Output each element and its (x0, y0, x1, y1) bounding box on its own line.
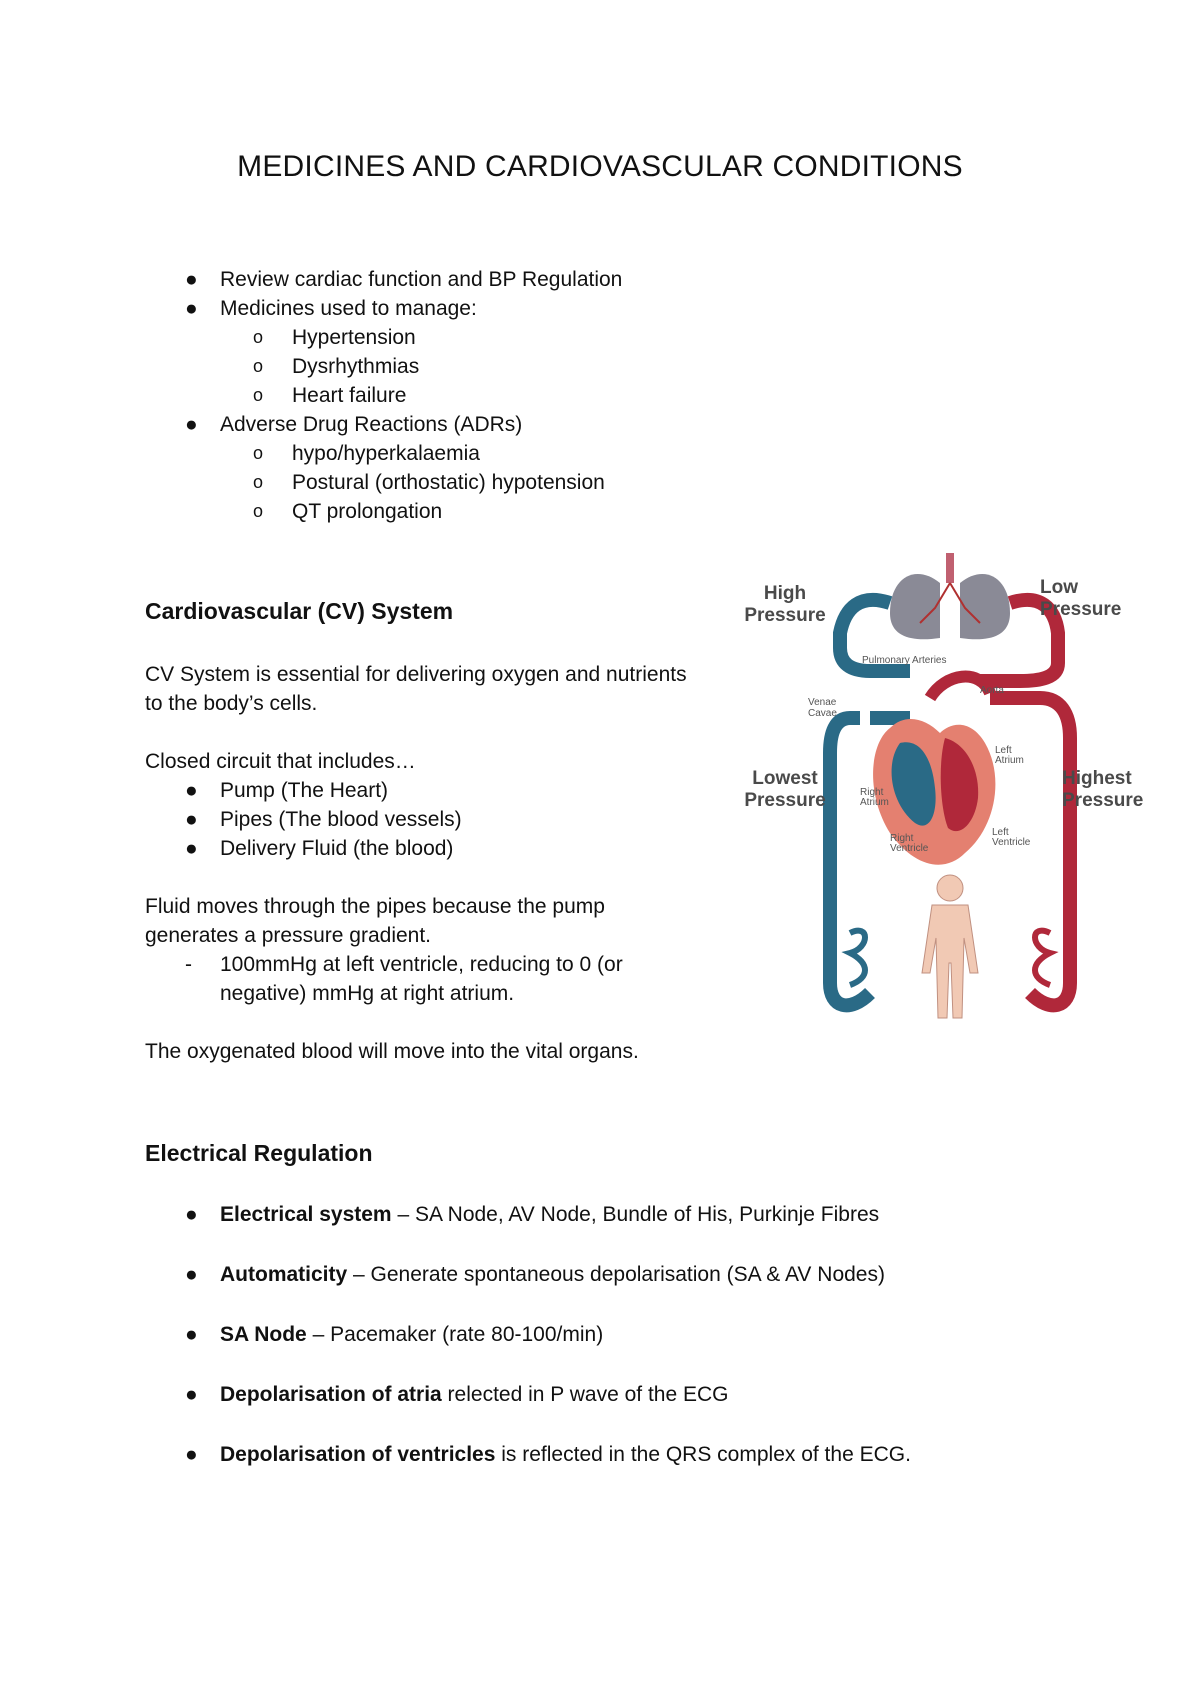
cv-intro-line: CV System is essential for delivering oxygen and nutrients (145, 663, 687, 686)
list-item: ● Delivery Fluid (the blood) (0, 834, 580, 863)
sub-bullet-icon: o (253, 443, 264, 463)
left-atrium-label: Atrium (995, 755, 1024, 766)
bullet-icon: ● (185, 297, 198, 320)
left-atrium-label: Left (995, 745, 1012, 756)
bullet-icon: ● (185, 808, 198, 831)
list-item: ● SA Node – Pacemaker (rate 80-100/min) (145, 1320, 1045, 1380)
list-item: o QT prolongation (145, 497, 845, 526)
list-item: ● Pipes (The blood vessels) (0, 805, 580, 834)
bullet-icon: ● (185, 779, 198, 802)
high-pressure-label: High (763, 583, 807, 604)
electrical-list (145, 1200, 1045, 1500)
list-item: ● Adverse Drug Reactions (ADRs) (145, 410, 845, 439)
lungs-icon (890, 553, 1010, 639)
closed-circuit-text: Closed circuit that includes… (145, 750, 416, 773)
list-item: ● Medicines used to manage: (145, 294, 845, 323)
right-atrium-label: Atrium (860, 797, 889, 808)
right-ventricle-label: Right (890, 833, 914, 844)
list-item: o Dysrhythmias (145, 352, 845, 381)
page-title: MEDICINES AND CARDIOVASCULAR CONDITIONS (237, 150, 963, 183)
human-figure-icon (922, 875, 978, 1018)
dash-item-cont: negative) mmHg at right atrium. (220, 982, 515, 1005)
lowest-pressure-label: Lowest (752, 768, 818, 789)
fluid-text: Fluid moves through the pipes because the pump (145, 895, 605, 918)
bullet-icon: ● (185, 837, 198, 860)
list-item: ● Electrical system – SA Node, AV Node, Bundle of His, Purkinje Fibres (145, 1200, 1045, 1260)
sub-bullet-icon: o (253, 356, 264, 376)
sub-bullet-icon: o (253, 385, 264, 405)
low-pressure-label: Pressure (1040, 599, 1122, 620)
right-ventricle-label: Ventricle (890, 843, 929, 854)
electrical-regulation-heading: Electrical Regulation (145, 1140, 373, 1166)
list-item: o Postural (orthostatic) hypotension (145, 468, 845, 497)
highest-pressure-label: Pressure (1062, 790, 1144, 811)
dash-icon: - (185, 953, 192, 976)
cv-intro-line: to the body’s cells. (145, 692, 318, 715)
right-atrium-label: Right (860, 787, 884, 798)
circulation-diagram (740, 553, 1160, 1028)
list-item: o hypo/hyperkalaemia (145, 439, 845, 468)
aorta-label: Aorta (980, 685, 1004, 696)
bullet-icon: ● (185, 1383, 198, 1406)
bullet-icon: ● (185, 1323, 198, 1346)
fluid-text: generates a pressure gradient. (145, 924, 432, 947)
bullet-icon: ● (185, 1443, 198, 1466)
lowest-pressure-label: Pressure (744, 790, 826, 811)
sub-bullet-icon: o (253, 472, 264, 492)
oxygenated-text: The oxygenated blood will move into the vital organs. (145, 1040, 639, 1063)
bullet-icon: ● (185, 1203, 198, 1226)
sub-bullet-icon: o (253, 327, 264, 347)
cv-system-heading: Cardiovascular (CV) System (145, 598, 454, 624)
cv-system-body (145, 660, 725, 1066)
dash-item: - 100mmHg at left ventricle, reducing to 0 (or (0, 950, 580, 979)
list-item: ● Review cardiac function and BP Regulation (145, 265, 845, 294)
list-item: ● Depolarisation of ventricles is reflected in the QRS complex of the ECG. (145, 1440, 1045, 1500)
bullet-icon: ● (185, 413, 198, 436)
bullet-icon: ● (185, 1263, 198, 1286)
overview-list (145, 265, 845, 526)
left-ventricle-label: Left (992, 827, 1009, 838)
pulmonary-arteries-label: Pulmonary Arteries (862, 655, 947, 666)
list-item: ● Automaticity – Generate spontaneous depolarisation (SA & AV Nodes) (145, 1260, 1045, 1320)
bullet-icon: ● (185, 268, 198, 291)
low-pressure-label: Low (1040, 577, 1078, 598)
list-item: ● Depolarisation of atria relected in P wave of the ECG (145, 1380, 1045, 1440)
list-item: o Heart failure (145, 381, 845, 410)
venae-cavae-label: Cavae (808, 708, 837, 719)
venae-cavae-label: Venae (808, 697, 837, 708)
list-item: ● Pump (The Heart) (0, 776, 580, 805)
highest-pressure-label: Highest (1062, 768, 1132, 789)
sub-bullet-icon: o (253, 501, 264, 521)
list-item: o Hypertension (145, 323, 845, 352)
high-pressure-label: Pressure (744, 605, 826, 626)
left-ventricle-label: Ventricle (992, 837, 1031, 848)
